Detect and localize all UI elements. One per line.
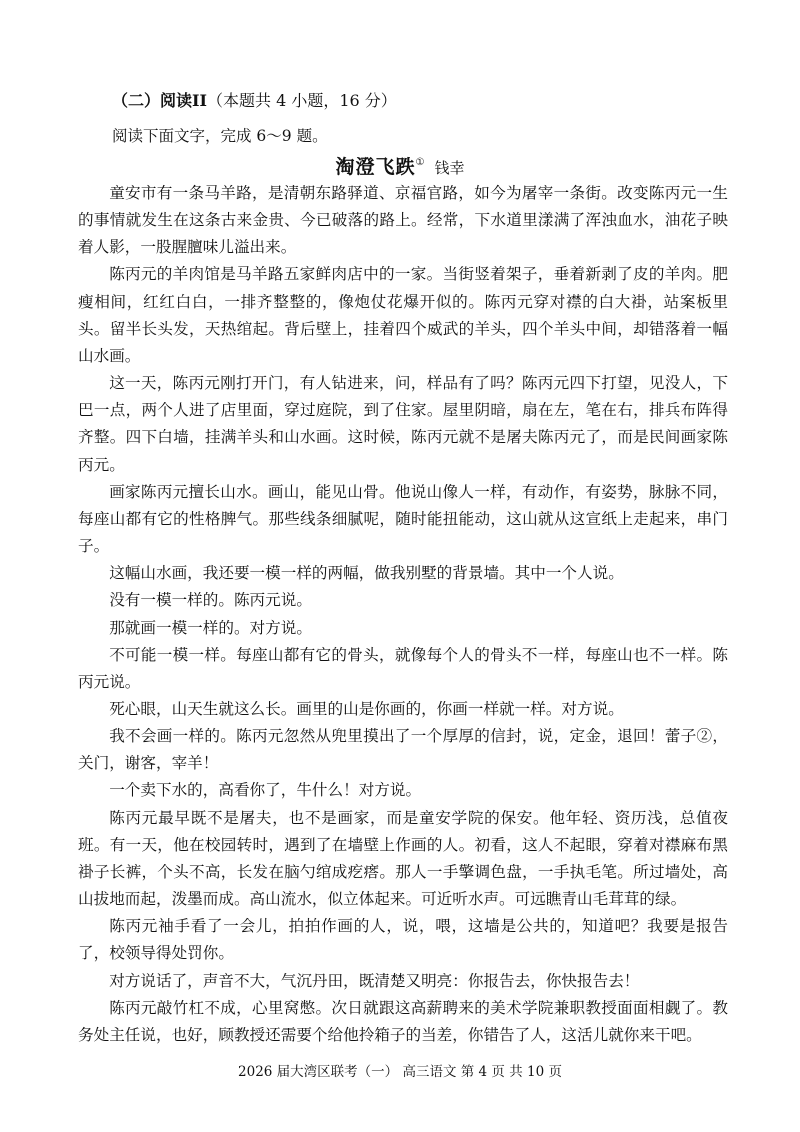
section-heading-detail: （本题共 4 小题，16 分）	[206, 91, 397, 110]
paragraph: 童安市有一条马羊路，是清朝东路驿道、京福官路，如今为屠宰一条街。改变陈丙元一生的事情就发生在这条古来金贵、今已破落的路上。经常，下水道里漾满了浑浊血水，油花子映着人影，一股腥膻味儿溢出来。	[78, 184, 728, 257]
section-heading	[112, 88, 397, 111]
paragraph: 我不会画一样的。陈丙元忽然从兜里摸出了一个厚厚的信封，说，定金，退回！蕾子②，关门，谢客，宰羊！	[78, 727, 728, 773]
paragraph: 没有一模一样的。陈丙元说。	[109, 591, 312, 610]
paragraph: 对方说话了，声音不大，气沉丹田，既清楚又明亮：你报告去，你快报告去！	[109, 971, 640, 990]
title-footnote-mark: ①	[415, 157, 425, 168]
paragraph: 这幅山水画，我还要一模一样的两幅，做我别墅的背景墙。其中一个人说。	[109, 564, 624, 583]
section-heading-label: （二）阅读II	[112, 91, 207, 110]
paragraph: 陈丙元敲竹杠不成，心里窝憋。次日就跟这高薪聘来的美术学院兼职教授面面相觑了。教务处主任说，也好，顾教授还需要个给他拎箱子的当差，你错告了人，这活儿就你来干吧。	[78, 998, 728, 1044]
paragraph: 死心眼，山天生就这么长。画里的山是你画的，你画一样就一样。对方说。	[109, 699, 624, 718]
paragraph: 这一天，陈丙元刚打开门，有人钻进来，问，样品有了吗？陈丙元四下打望，见没人，下巴一点，两个人进了店里面，穿过庭院，到了住家。屋里阴暗，扇在左，笔在右，排兵布阵得齐整。四下白墙，挂满羊头和山水画。这时候，陈丙元就不是屠夫陈丙元了，而是民间画家陈丙元。	[78, 374, 728, 474]
paragraph: 不可能一模一样。每座山都有它的骨头，就像每个人的骨头不一样，每座山也不一样。陈丙元说。	[78, 645, 728, 691]
paragraph: 一个卖下水的，高看你了，牛什么！对方说。	[109, 781, 422, 800]
article-author: 钱幸	[434, 159, 465, 177]
article-title-line	[0, 152, 800, 179]
paragraph: 那就画一模一样的。对方说。	[109, 618, 312, 637]
paragraph: 陈丙元最早既不是屠夫，也不是画家，而是童安学院的保安。他年轻、资历浅，总值夜班。有一天，他在校园转时，遇到了在墙壁上作画的人。初看，这人不起眼，穿着对襟麻布黑褂子长裤，个头不高，长发在脑勺绾成疙瘩。那人一手擎调色盘，一手执毛笔。所过墙处，高山拔地而起，泼墨而成。高山流水，似立体起来。可近听水声。可远瞧青山毛茸茸的绿。	[78, 808, 728, 909]
reading-instruction: 阅读下面文字，完成 6～9 题。	[112, 127, 328, 145]
article-body	[78, 180, 728, 1049]
article-title: 淘澄飞跌	[335, 156, 416, 178]
paragraph: 陈丙元的羊肉馆是马羊路五家鲜肉店中的一家。当街竖着架子，垂着新剥了皮的羊肉。肥瘦相间，红红白白，一排齐整整的，像炮仗花爆开似的。陈丙元穿对襟的白大褂，站案板里头。留半长头发，天热绾起。背后壁上，挂着四个威武的羊头，四个羊头中间，却错落着一幅山水画。	[78, 265, 728, 365]
page-footer: 2026 届大湾区联考（一） 高三语文 第 4 页 共 10 页	[238, 1064, 562, 1080]
paragraph: 陈丙元袖手看了一会儿，拍拍作画的人，说，喂，这墙是公共的，知道吧？我要是报告了，校领导得处罚你。	[78, 917, 728, 963]
paragraph: 画家陈丙元擅长山水。画山，能见山骨。他说山像人一样，有动作，有姿势，脉脉不同，每座山都有它的性格脾气。那些线条细腻呢，随时能扭能动，这山就从这宣纸上走起来，串门子。	[78, 482, 728, 556]
